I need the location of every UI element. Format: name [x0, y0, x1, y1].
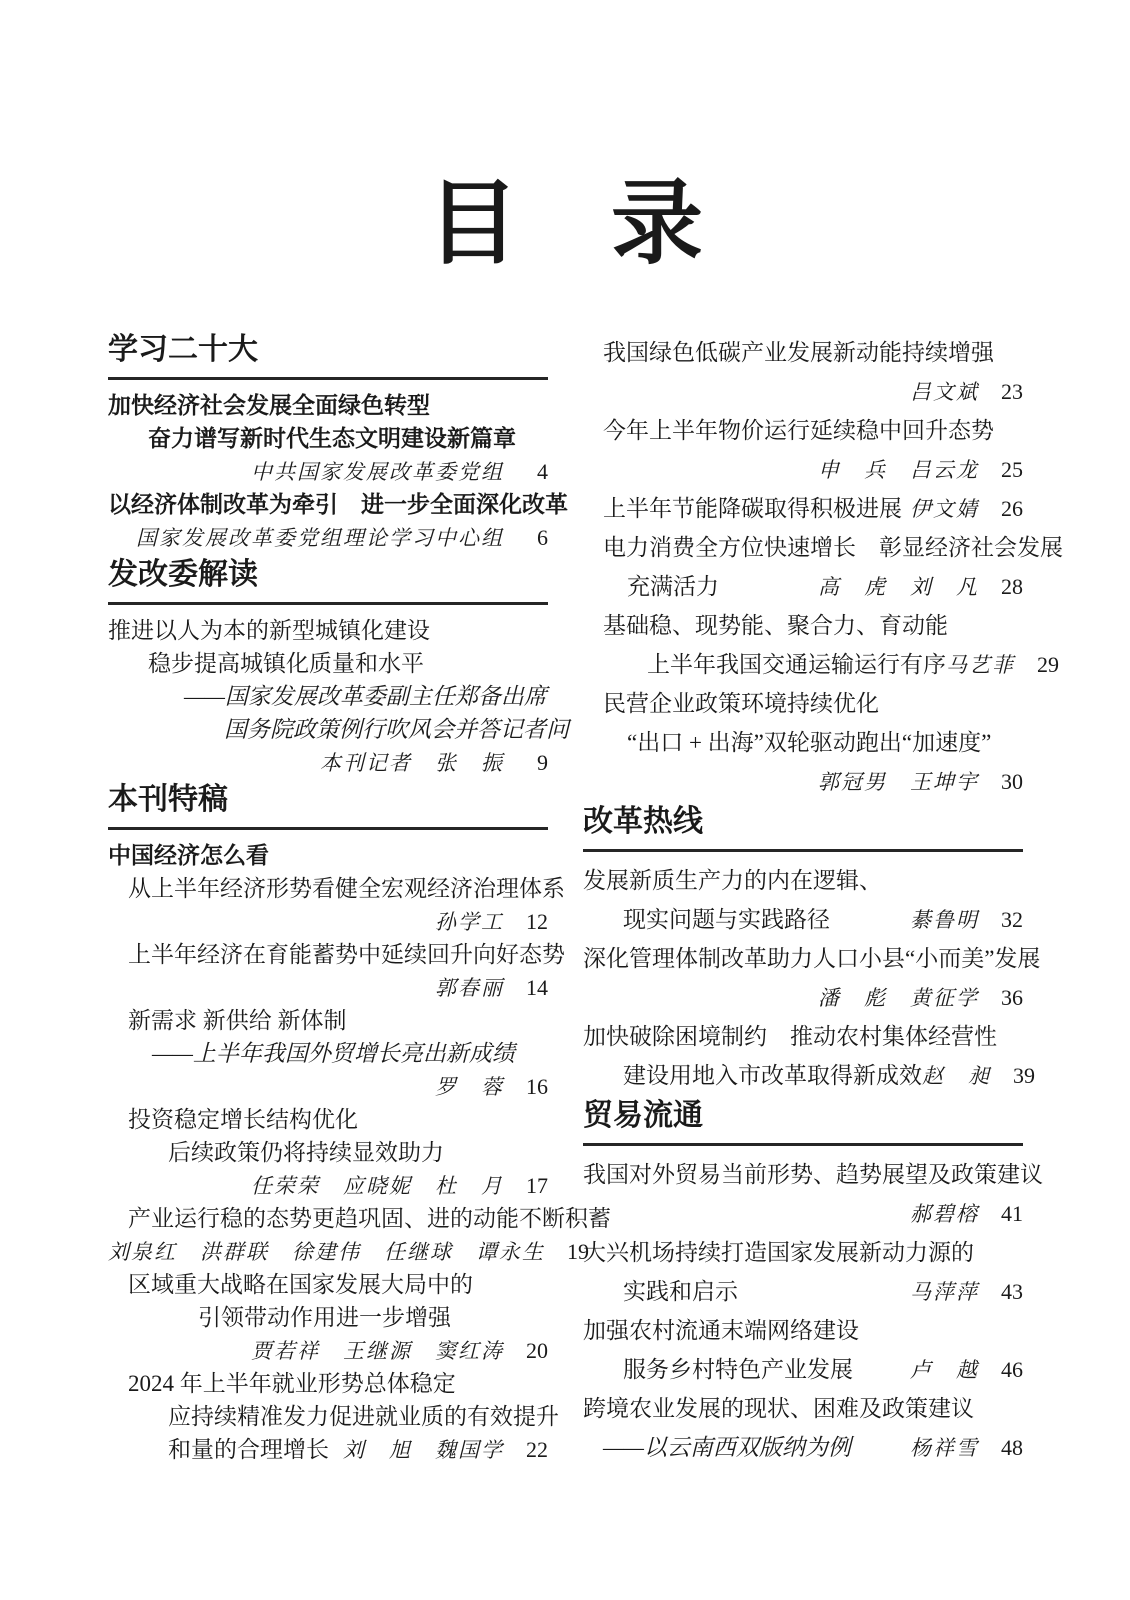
toc-entry-title: 加快破除困境制约 推动农村集体经营性 [583, 1024, 997, 1049]
toc-entry-author: 郭冠男 王坤宇 [818, 770, 979, 794]
toc-entry-title: 稳步提高城镇化质量和水平 [148, 651, 424, 676]
toc-entry-row [108, 488, 568, 521]
toc-entry-row [583, 1194, 1023, 1233]
toc-entry-title: 发展新质生产力的内在逻辑、 [583, 868, 882, 893]
toc-entry-title: 引领带动作用进一步增强 [198, 1305, 451, 1330]
toc-entry-row [583, 723, 1023, 762]
section-header: 改革热线 [583, 805, 1023, 852]
toc-entry-row [108, 455, 548, 488]
toc-entry-page: 9 [537, 750, 548, 775]
toc-entry-author: 孙学工 [435, 910, 504, 934]
toc-entry-page: 20 [526, 1338, 548, 1363]
toc-entry-row [108, 746, 548, 779]
toc-entry-author: 郝碧榕 [910, 1202, 979, 1226]
toc-entry-page: 16 [526, 1074, 548, 1099]
toc-entry-author: 吕文斌 [910, 380, 979, 404]
toc-entry-title: 加强农村流通末端网络建设 [583, 1318, 859, 1343]
toc-entry-page: 46 [1001, 1357, 1023, 1382]
toc-entry-page: 29 [1037, 652, 1059, 677]
section-header: 贸易流通 [583, 1099, 1023, 1146]
toc-entry-author: 綦鲁明 [910, 908, 979, 932]
toc-entry-row [583, 1428, 1023, 1467]
toc-entry-title: 后续政策仍将持续显效助力 [168, 1140, 444, 1165]
toc-entry-row [583, 528, 1063, 567]
toc-entry-page: 14 [526, 975, 548, 1000]
toc-entry-row [108, 1433, 548, 1466]
toc-entry-author: 卢 越 [910, 1358, 979, 1382]
toc-entry-page: 25 [1001, 457, 1023, 482]
toc-entry-title: 2024 年上半年就业形势总体稳定 [128, 1371, 456, 1396]
toc-entry-row [583, 1389, 1023, 1428]
toc-entry-title: 基础稳、现势能、聚合力、育动能 [603, 613, 948, 638]
toc-entry-row [108, 647, 548, 680]
toc-entry-author: 国家发展改革委党组理论学习中心组 [136, 526, 504, 550]
toc-entry-row [108, 1301, 548, 1334]
toc-entry-title: “出口 + 出海”双轮驱动跑出“加速度” [627, 730, 992, 755]
toc-entry-author: 刘泉红 洪群联 徐建伟 任继球 谭永生 [108, 1240, 545, 1264]
toc-entry-row [583, 411, 1023, 450]
toc-entry-row [583, 1056, 1035, 1095]
toc-entry-page: 30 [1001, 769, 1023, 794]
page-title: 目 录 [426, 173, 703, 275]
toc-entry-title: 大兴机场持续打造国家发展新动力源的 [583, 1240, 974, 1265]
toc-entry-row [583, 450, 1023, 489]
toc-entry-row [583, 567, 1023, 606]
toc-entry-title: 推进以人为本的新型城镇化建设 [108, 618, 430, 643]
toc-entry-row [583, 1272, 1023, 1311]
toc-entry-title: 和量的合理增长 [168, 1437, 329, 1462]
toc-entry-row [583, 900, 1023, 939]
toc-entry-author: 任荣荣 应晓妮 杜 月 [251, 1174, 504, 1198]
toc-entry-row [108, 1136, 548, 1169]
section-header: 本刊特稿 [108, 783, 548, 830]
toc-entry-page: 4 [537, 459, 548, 484]
toc-entry-title: ——国家发展改革委副主任郑备出席 [184, 684, 547, 709]
toc-entry-title: 跨境农业发展的现状、困难及政策建议 [583, 1396, 974, 1421]
toc-entry-row [583, 606, 1023, 645]
toc-entry-title: 上半年经济在育能蓄势中延续回升向好态势 [128, 942, 565, 967]
toc-entry-row [583, 1155, 1043, 1194]
toc-entry-page: 36 [1001, 985, 1023, 1010]
toc-entry-row [108, 422, 548, 455]
toc-entry-row [108, 938, 565, 971]
toc-entry-author: 刘 旭 魏国学 [343, 1438, 504, 1462]
toc-entry-title: 新需求 新供给 新体制 [128, 1008, 347, 1033]
toc-entry-row [583, 762, 1023, 801]
toc-entry-page: 43 [1001, 1279, 1023, 1304]
toc-entry-title: 我国绿色低碳产业发展新动能持续增强 [603, 340, 994, 365]
toc-entry-row [583, 861, 1023, 900]
toc-entry-row [108, 389, 548, 422]
toc-entry-page: 19 [567, 1239, 589, 1264]
toc-entry-author: 马萍萍 [910, 1280, 979, 1304]
toc-entry-row [108, 1334, 548, 1367]
toc-entry-title: 现实问题与实践路径 [623, 907, 830, 932]
toc-entry-row [583, 978, 1023, 1017]
toc-entry-page: 32 [1001, 907, 1023, 932]
toc-entry-author: 贾若祥 王继源 窦红涛 [251, 1339, 504, 1363]
toc-entry-author: 杨祥雪 [910, 1436, 979, 1460]
toc-entry-title: ——上半年我国外贸增长亮出新成绩 [152, 1041, 515, 1066]
toc-entry-row [108, 1268, 548, 1301]
toc-entry-title: 服务乡村特色产业发展 [623, 1357, 853, 1382]
toc-entry-row [583, 645, 1059, 684]
toc-entry-row [108, 1070, 548, 1103]
toc-entry-row [108, 905, 548, 938]
toc-entry-title: 区域重大战略在国家发展大局中的 [128, 1272, 473, 1297]
toc-entry-author: 中共国家发展改革委党组 [251, 460, 504, 484]
toc-entry-author: 赵 昶 [922, 1064, 991, 1088]
toc-entry-title: 深化管理体制改革助力人口小县“小而美”发展 [583, 946, 1041, 971]
toc-entry-page: 17 [526, 1173, 548, 1198]
toc-entry-row [583, 489, 1023, 528]
toc-entry-title: 今年上半年物价运行延续稳中回升态势 [603, 418, 994, 443]
toc-entry-row [108, 1103, 548, 1136]
toc-entry-row [583, 1233, 1023, 1272]
toc-entry-author: 马艺菲 [946, 653, 1015, 677]
toc-entry-row [108, 614, 548, 647]
toc-entry-author: 潘 彪 黄征学 [818, 986, 979, 1010]
toc-entry-author: 罗 蓉 [435, 1075, 504, 1099]
toc-entry-row [108, 971, 548, 1004]
toc-entry-page: 48 [1001, 1435, 1023, 1460]
toc-entry-author: 高 虎 刘 凡 [818, 575, 979, 599]
toc-entry-title: 电力消费全方位快速增长 彰显经济社会发展 [603, 535, 1063, 560]
toc-entry-row [108, 1202, 611, 1235]
toc-entry-row [108, 680, 548, 713]
toc-entry-title: 从上半年经济形势看健全宏观经济治理体系 [128, 876, 565, 901]
toc-entry-row [108, 521, 548, 554]
toc-entry-row [108, 713, 569, 746]
toc-entry-title: 加快经济社会发展全面绿色转型 [108, 393, 430, 418]
toc-entry-author: 申 兵 吕云龙 [818, 458, 979, 482]
toc-entry-title: 上半年我国交通运输运行有序 [647, 652, 946, 677]
toc-entry-row [108, 872, 565, 905]
toc-entry-row [108, 1004, 548, 1037]
toc-entry-title: 上半年节能降碳取得积极进展 [603, 496, 902, 521]
toc-column-left [108, 333, 611, 1466]
toc-entry-row [583, 1350, 1023, 1389]
toc-entry-author: 郭春丽 [435, 976, 504, 1000]
toc-entry-title: 以经济体制改革为牵引 进一步全面深化改革 [108, 492, 568, 517]
section-header: 学习二十大 [108, 333, 548, 380]
toc-entry-title: 投资稳定增长结构优化 [128, 1107, 358, 1132]
toc-entry-author: 伊文婧 [910, 497, 979, 521]
toc-entry-author: 本刊记者 张 振 [320, 751, 504, 775]
toc-entry-row [108, 1235, 589, 1268]
toc-entry-title: 产业运行稳的态势更趋巩固、进的动能不断积蓄 [128, 1206, 611, 1231]
toc-entry-page: 12 [526, 909, 548, 934]
toc-entry-row [583, 1311, 1023, 1350]
toc-entry-title: 充满活力 [627, 574, 719, 599]
toc-entry-title: 实践和启示 [623, 1279, 738, 1304]
toc-entry-page: 41 [1001, 1201, 1023, 1226]
toc-entry-row [583, 939, 1041, 978]
toc-entry-title: 中国经济怎么看 [108, 843, 269, 868]
toc-entry-page: 23 [1001, 379, 1023, 404]
toc-entry-title: ——以云南西双版纳为例 [603, 1435, 851, 1460]
toc-entry-page: 22 [526, 1437, 548, 1462]
toc-entry-row [108, 1169, 548, 1202]
toc-entry-row [583, 372, 1023, 411]
toc-entry-row [108, 839, 548, 872]
toc-entry-row [583, 333, 1023, 372]
toc-entry-title: 民营企业政策环境持续优化 [603, 691, 879, 716]
toc-entry-title: 国务院政策例行吹风会并答记者问 [224, 717, 569, 742]
toc-entry-row [108, 1400, 559, 1433]
toc-entry-row [108, 1367, 548, 1400]
toc-entry-title: 应持续精准发力促进就业质的有效提升 [168, 1404, 559, 1429]
toc-entry-page: 39 [1013, 1063, 1035, 1088]
toc-column-right [583, 333, 1063, 1467]
toc-entry-page: 26 [1001, 496, 1023, 521]
toc-entry-page: 6 [537, 525, 548, 550]
toc-entry-page: 28 [1001, 574, 1023, 599]
toc-entry-title: 建设用地入市改革取得新成效 [623, 1063, 922, 1088]
toc-entry-row [583, 1017, 1023, 1056]
toc-entry-title: 我国对外贸易当前形势、趋势展望及政策建议 [583, 1162, 1043, 1187]
toc-entry-row [583, 684, 1023, 723]
toc-entry-title: 奋力谱写新时代生态文明建设新篇章 [148, 426, 516, 451]
toc-entry-row [108, 1037, 548, 1070]
section-header: 发改委解读 [108, 558, 548, 605]
